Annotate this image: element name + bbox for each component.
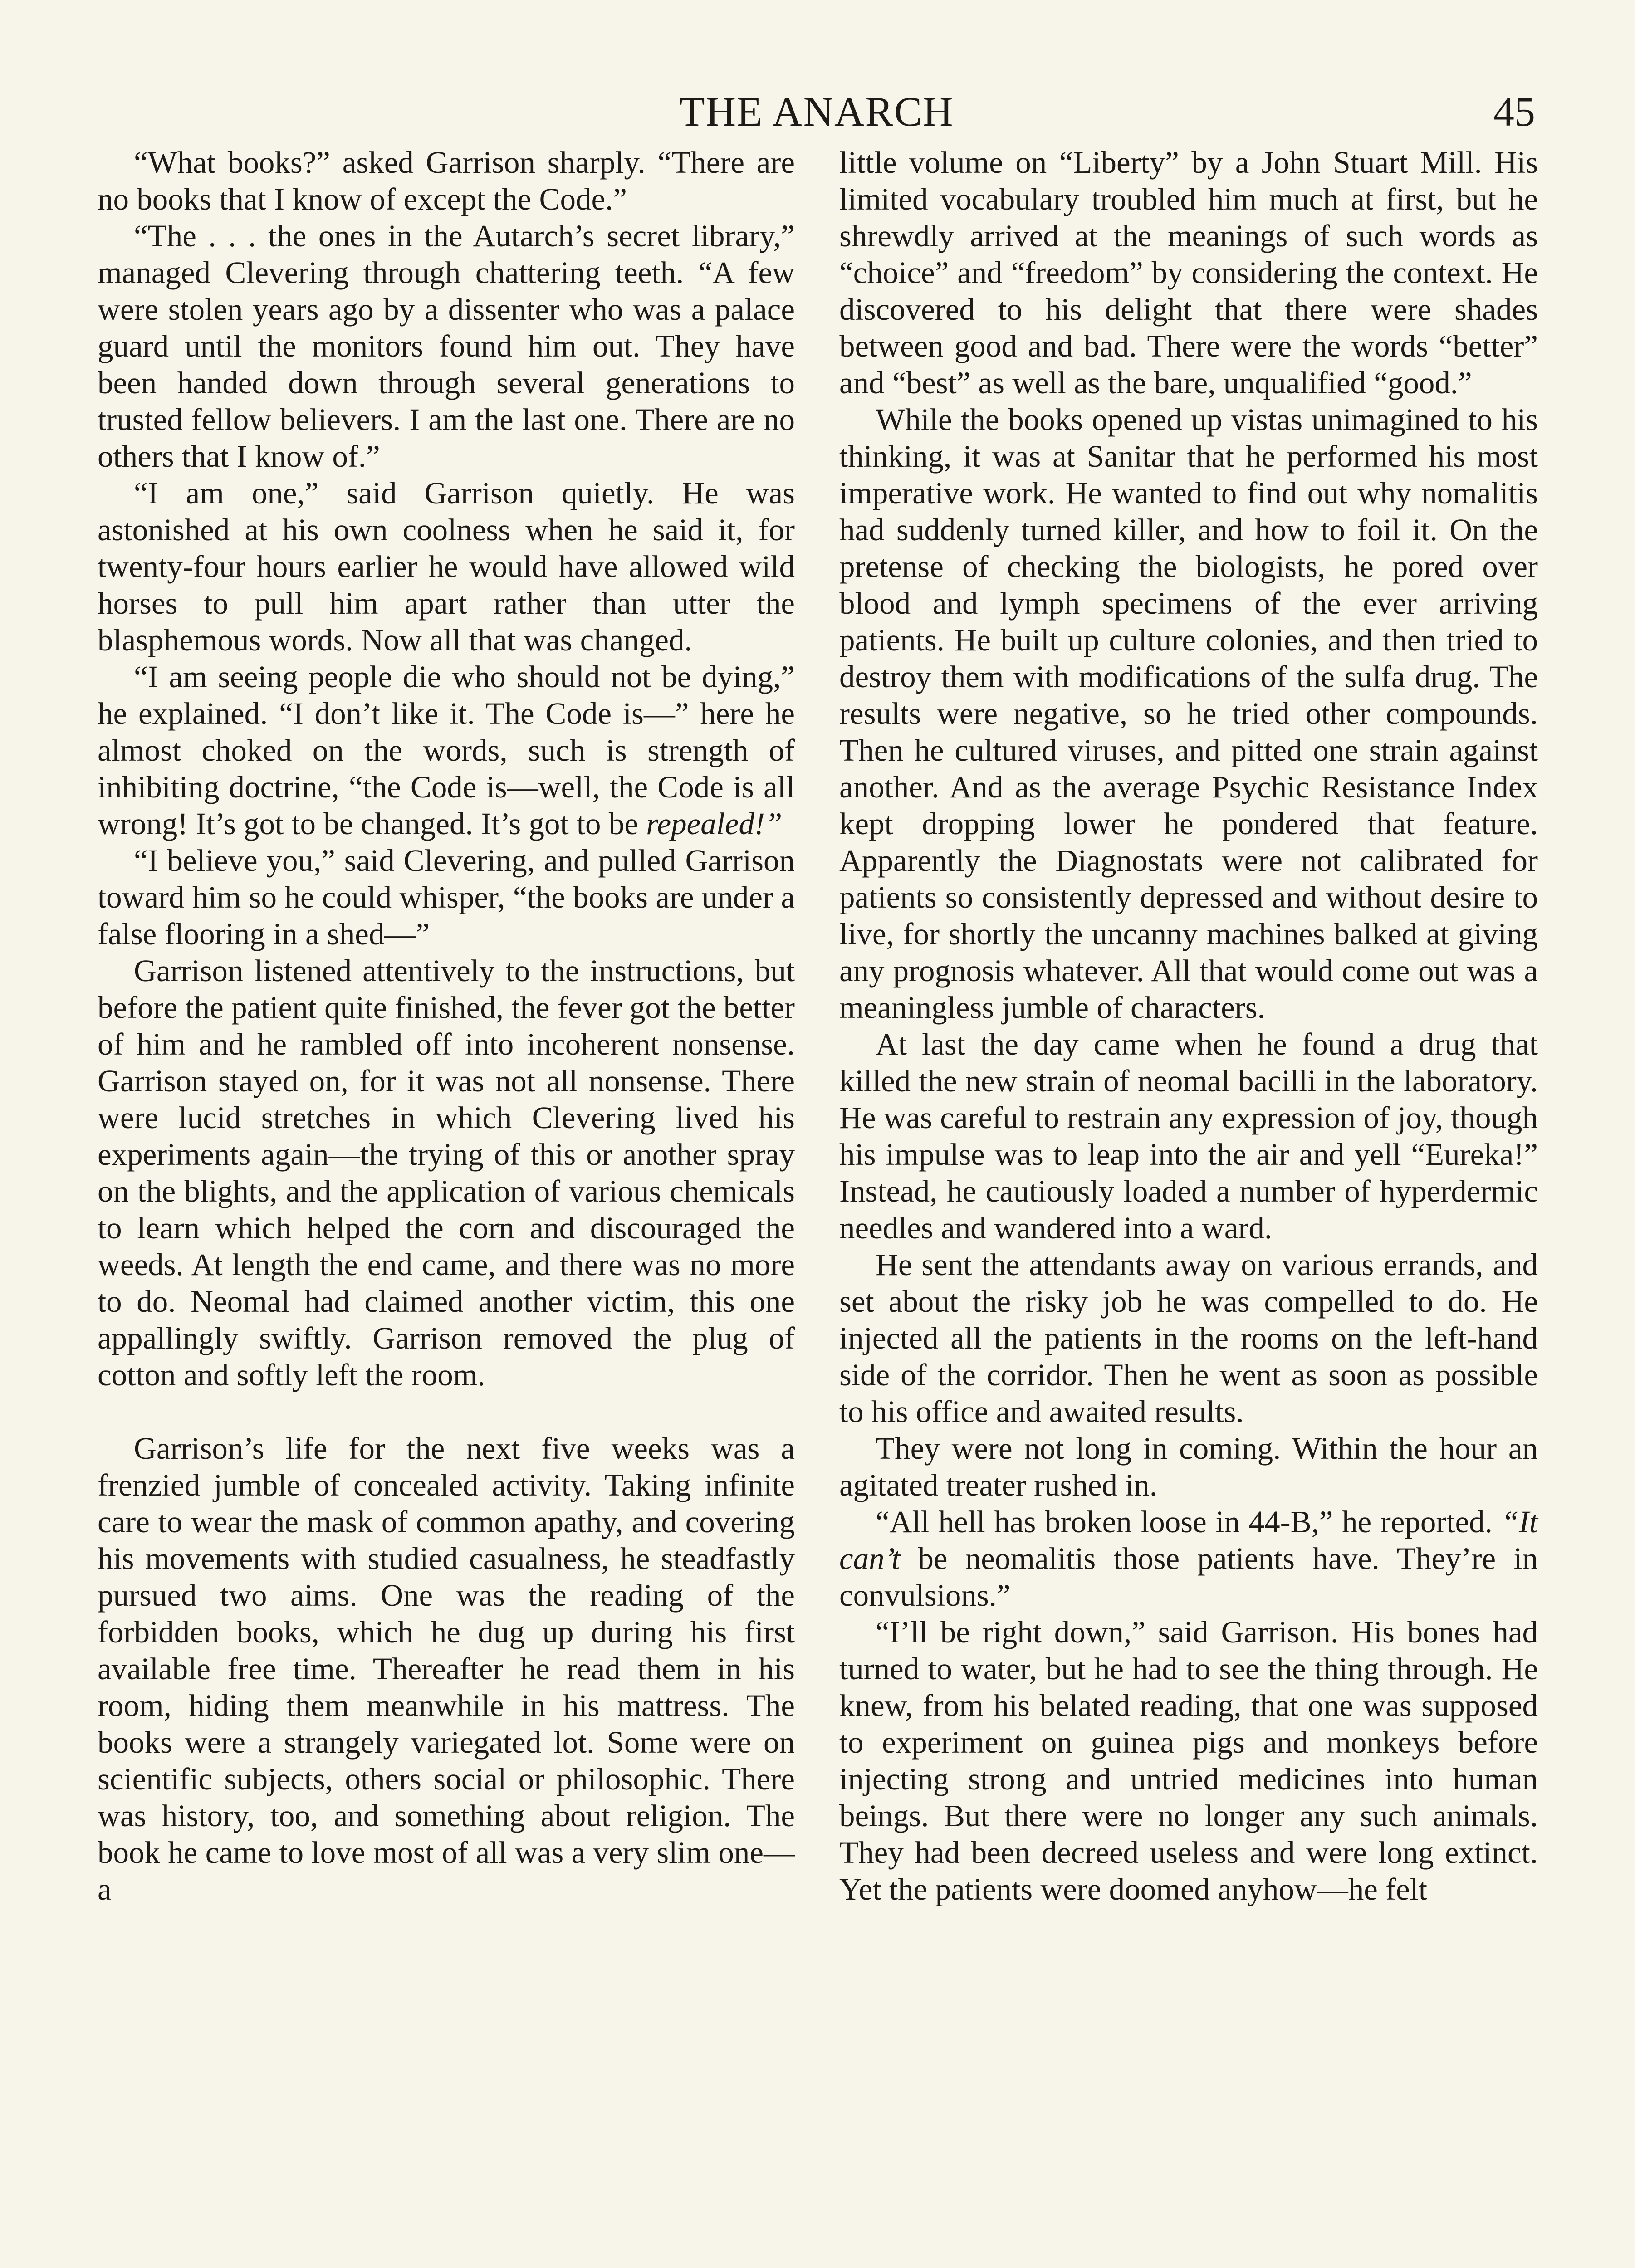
paragraph: “I am one,” said Garrison quietly. He was astonished at his own coolness when he said it, for twenty-four hours earlier he would have allowed wild horses to pull him apart rather than utter the blasphemous words. Now all that was changed.	[98, 476, 795, 657]
paragraph: “I believe you,” said Clevering, and pulled Garrison toward him so he could whisper, “the books are under a false flooring in a shed—”	[98, 843, 795, 951]
paragraph: While the books opened up vistas unimagined to his thinking, it was at Sanitar that he performed his most imperative work. He wanted to find out why nomalitis had suddenly turned killer, and how to foil it. On the pretense of checking the biologists, he pored over blood and lymph specimens of the ever arriving patients. He built up culture colonies, and then tried to destroy them with modifications of the sulfa drug. The results were negative, so he tried other compounds. Then he cultured viruses, and pitted one strain against another. And as the average Psychic Resistance Index kept dropping lower he pondered that feature. Apparently the Diagnostats were not calibrated for patients so consistently depressed and without desire to live, for shortly the uncanny machines balked at giving any prognosis whatever. All that would come out was a meaningless jumble of characters.	[839, 402, 1538, 1025]
text-column-left	[98, 144, 795, 1908]
page-number: 45	[1493, 88, 1535, 135]
paragraph: At last the day came when he found a drug that killed the new strain of neomal bacilli in the laboratory. He was careful to restrain any expression of joy, though his impulse was to leap into the air and yell “Eureka!” Instead, he cautiously loaded a number of hyperdermic needles and wandered into a ward.	[839, 1027, 1538, 1245]
paragraph-continuation: little volume on “Liberty” by a John Stuart Mill. His limited vocabulary troubled him much at first, but he shrewdly arrived at the meanings of such words as “choice” and “freedom” by considering the context. He discovered to his delight that there were shades between good and bad. There were the words “better” and “best” as well as the bare, unqualified “good.”	[839, 145, 1538, 400]
paragraph: Garrison listened attentively to the instructions, but before the patient quite finished, the fever got the better of him and he rambled off into incoherent nonsense. Garrison stayed on, for it was not all nonsense. There were lucid stretches in which Clevering lived his experiments again—the trying of this or another spray on the blights, and the application of various chemicals to learn which helped the corn and discouraged the weeds. At length the end came, and there was no more to do. Neomal had claimed another victim, this one appallingly swiftly. Garrison removed the plug of cotton and softly left the room.	[98, 953, 795, 1392]
paragraph: They were not long in coming. Within the hour an agitated treater rushed in.	[839, 1431, 1538, 1502]
paragraph: “The . . . the ones in the Autarch’s secret library,” managed Clevering through chattering teeth. “A few were stolen years ago by a dissenter who was a palace guard until the monitors found him out. They have been handed down through several generations to trusted fellow believers. I am the last one. There are no others that I know of.”	[98, 219, 795, 474]
paragraph: “I am seeing people die who should not be dying,” he explained. “I don’t like it. The Code is—” here he almost choked on the words, such is strength of inhibiting doctrine, “the Code is—well, the Code is all wrong! It’s got to be changed. It’s got to be repealed!”	[98, 660, 795, 841]
paragraph: “I’ll be right down,” said Garrison. His bones had turned to water, but he had to see the thing through. He knew, from his belated reading, that one was supposed to experiment on guinea pigs and monkeys before injecting strong and untried medicines into human beings. But there were no longer any such animals. They had been decreed useless and were long extinct. Yet the patients were doomed anyhow—he felt	[839, 1615, 1538, 1906]
text-column-right	[839, 144, 1538, 1908]
paragraph-section-start: Garrison’s life for the next five weeks was a frenzied jumble of concealed activity. Taking infinite care to wear the mask of common apathy, and covering his movements with studied casualness, he steadfastly pursued two aims. One was the reading of the forbidden books, which he dug up during his first available free time. Thereafter he read them in his room, hiding them meanwhile in his mattress. The books were a strangely variegated lot. Some were on scientific subjects, others social or philosophic. There was history, too, and something about religion. The book he came to love most of all was a very slim one—a	[98, 1431, 795, 1906]
paragraph: “What books?” asked Garrison sharply. “There are no books that I know of except the Code.”	[98, 145, 795, 216]
page-header-title: THE ANARCH	[679, 88, 954, 135]
emphasis: repealed!”	[646, 807, 783, 841]
paragraph: He sent the attendants away on various errands, and set about the risky job he was compelled to do. He injected all the patients in the rooms on the left-hand side of the corridor. Then he went as soon as possible to his office and awaited results.	[839, 1247, 1538, 1429]
paragraph: “All hell has broken loose in 44-B,” he reported. “It can’t be neomalitis those patients have. They’re in convulsions.”	[839, 1505, 1538, 1613]
emphasis: “It can’t	[839, 1505, 1538, 1576]
